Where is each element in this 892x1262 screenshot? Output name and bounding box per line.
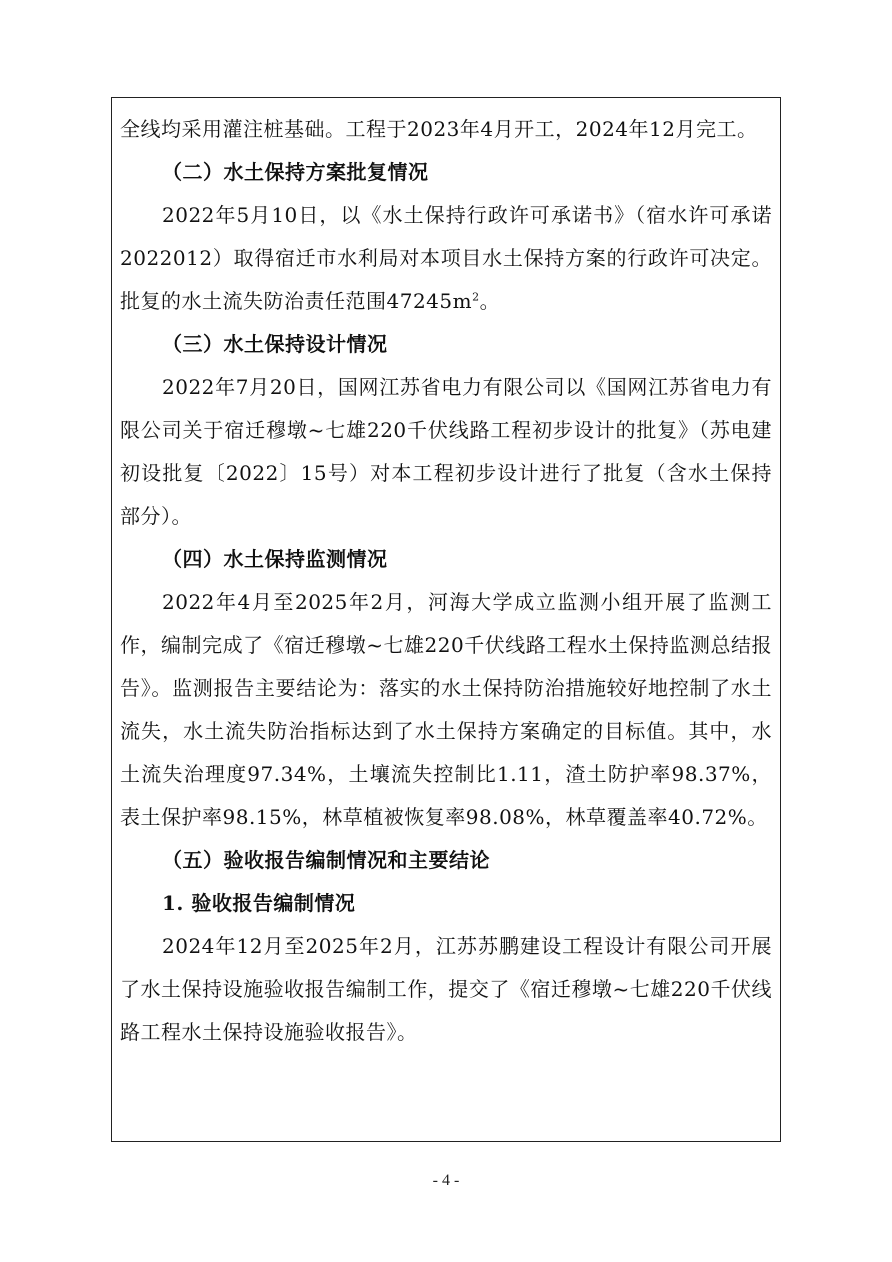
continuation-paragraph: 全线均采用灌注桩基础。工程于2023年4月开工，2024年12月完工。 (120, 117, 758, 141)
section-heading-design: （三）水土保持设计情况 (162, 332, 388, 356)
section-body-design: 2022年7月20日，国网江苏省电力有限公司以《国网江苏省电力有限公司关于宿迁穆墩~七雄220千伏线路工程初步设计的批复》（苏电建初设批复〔2022〕15号）对本工程初步设计进行了批复（含水土保持部分）。 (120, 375, 772, 528)
approval-text: 2022年5月10日，以《水土保持行政许可承诺书》（宿水许可承诺2022012）取得宿迁市水利局对本项目水土保持方案的行政许可决定。批复的水土流失防治责任范围47245m (120, 203, 772, 313)
subsection-heading-report: 1. 验收报告编制情况 (162, 891, 356, 915)
approval-text-tail: 。 (479, 289, 501, 313)
section-body-approval (120, 194, 772, 323)
document-body (120, 108, 772, 1054)
section-heading-monitoring: （四）水土保持监测情况 (162, 547, 388, 571)
section-body-acceptance: 2024年12月至2025年2月，江苏苏鹏建设工程设计有限公司开展了水土保持设施验收报告编制工作，提交了《宿迁穆墩~七雄220千伏线路工程水土保持设施验收报告》。 (120, 934, 772, 1044)
area-unit-superscript: 2 (472, 290, 480, 304)
section-body-monitoring: 2022年4月至2025年2月，河海大学成立监测小组开展了监测工作，编制完成了《宿迁穆墩~七雄220千伏线路工程水土保持监测总结报告》。监测报告主要结论为：落实的水土保持防治措施较好地控制了水土流失，水土流失防治指标达到了水土保持方案确定的目标值。其中，水土流失治理度97.34%，土壤流失控制比1.11，渣土防护率98.37%，表土保护率98.15%，林草植被恢复率98.08%，林草覆盖率40.72%。 (120, 590, 772, 829)
section-heading-acceptance: （五）验收报告编制情况和主要结论 (162, 848, 490, 872)
page-number: - 4 - (432, 1172, 460, 1189)
section-heading-approval: （二）水土保持方案批复情况 (162, 160, 429, 184)
